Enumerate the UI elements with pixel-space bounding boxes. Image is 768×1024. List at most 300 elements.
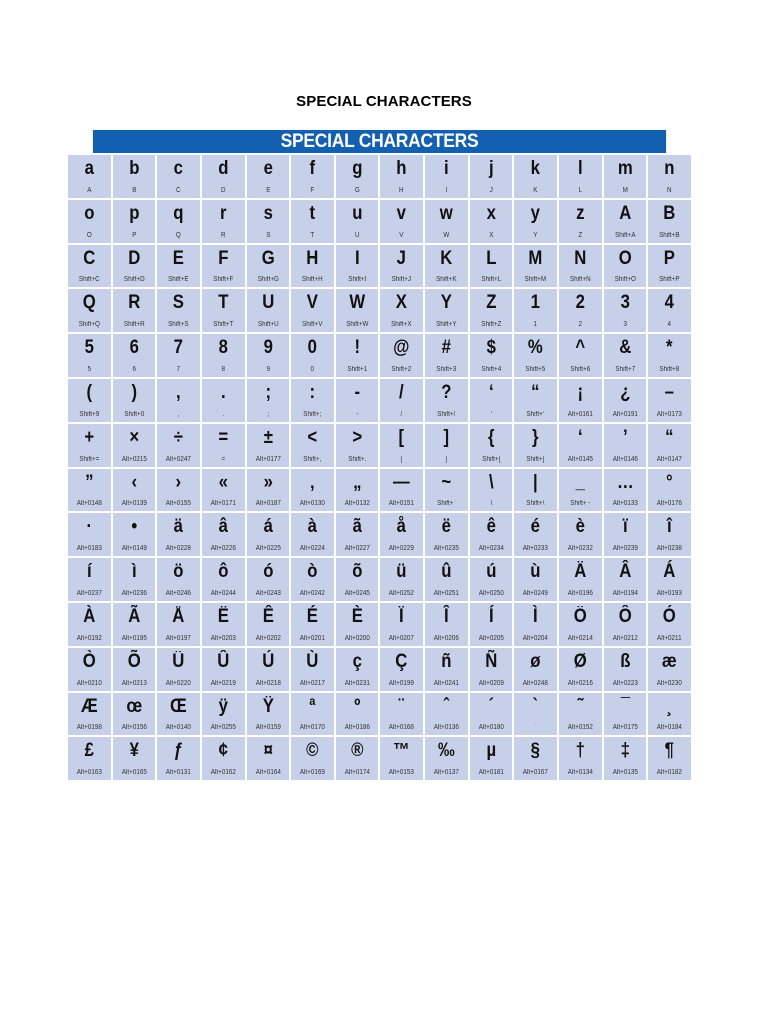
key-combination-label: Alt+0239 [612, 545, 638, 553]
character-cell [604, 155, 647, 198]
character-glyph: õ [352, 561, 363, 583]
character-cell [514, 334, 557, 377]
character-glyph: = [218, 426, 229, 448]
character-cell [68, 469, 111, 512]
key-combination-label: [ [400, 455, 403, 463]
character-glyph: ö [173, 561, 184, 583]
chart-header: SPECIAL CHARACTERS [93, 130, 666, 153]
character-glyph: @ [393, 337, 410, 359]
character-cell [247, 513, 290, 556]
key-combination-label: Alt+0184 [657, 724, 683, 732]
character-glyph: Æ [80, 695, 98, 717]
character-glyph: | [533, 471, 539, 493]
character-glyph: Ù [306, 650, 319, 672]
key-combination-label: Alt+0237 [76, 589, 102, 597]
key-combination-label: Alt+0197 [166, 634, 192, 642]
character-cell [559, 155, 602, 198]
character-cell [336, 334, 379, 377]
character-glyph: _ [575, 471, 586, 493]
character-glyph: ó [262, 561, 273, 583]
key-combination-label: Shift+2 [391, 365, 412, 373]
character-cell [559, 693, 602, 736]
character-cell [68, 334, 111, 377]
character-glyph: å [397, 516, 407, 538]
character-glyph: â [218, 516, 228, 538]
character-glyph: È [351, 605, 363, 627]
character-cell [425, 424, 468, 467]
character-glyph: H [306, 247, 319, 269]
key-combination-label: Shift+V [302, 321, 323, 329]
character-glyph: P [664, 247, 676, 269]
character-cell [380, 469, 423, 512]
character-cell [202, 603, 245, 646]
character-cell [425, 334, 468, 377]
character-cell [559, 424, 602, 467]
key-combination-label: Y [533, 231, 538, 239]
character-glyph: à [307, 516, 318, 538]
character-glyph: Ô [618, 605, 632, 627]
key-combination-label: 8 [221, 365, 225, 373]
key-combination-label: I [445, 186, 448, 194]
character-cell [648, 603, 691, 646]
character-cell [68, 737, 111, 780]
key-combination-label: Alt+0236 [121, 589, 147, 597]
key-combination-label: Shift+I [348, 276, 367, 284]
key-combination-label: Shift+N [569, 276, 591, 284]
key-combination-label: / [400, 410, 403, 418]
character-glyph: * [666, 337, 673, 359]
character-cell [648, 289, 691, 332]
character-glyph: ^ [575, 337, 586, 359]
key-combination-label: 3 [623, 321, 627, 329]
character-glyph: i [444, 158, 449, 179]
character-cell [470, 245, 513, 288]
character-cell [380, 424, 423, 467]
character-cell [648, 469, 691, 512]
character-glyph: , [176, 381, 181, 403]
key-combination-label: Alt+0224 [299, 545, 326, 553]
character-glyph: ® [350, 740, 364, 762]
key-combination-label: Shift+F [213, 276, 234, 284]
key-combination-label: W [443, 231, 450, 239]
character-glyph: q [173, 202, 184, 224]
key-combination-label: Alt+0227 [344, 545, 370, 553]
character-cell [559, 379, 602, 422]
character-glyph: © [306, 740, 319, 762]
character-glyph: X [396, 292, 408, 314]
character-cell [113, 245, 156, 288]
character-cell [380, 245, 423, 288]
character-glyph: • [131, 516, 137, 538]
character-cell [648, 737, 691, 780]
character-glyph: è [575, 516, 586, 538]
key-combination-label: Shift+5 [525, 365, 546, 373]
character-cell [291, 469, 334, 512]
character-glyph: 2 [575, 292, 586, 314]
character-glyph: ø [530, 650, 541, 672]
character-glyph: Â [618, 561, 632, 583]
character-glyph: a [84, 158, 94, 179]
character-cell [336, 245, 379, 288]
character-cell [247, 200, 290, 243]
character-glyph: ‡ [620, 740, 630, 762]
character-glyph: b [128, 158, 140, 179]
key-combination-label: V [399, 231, 404, 239]
character-cell [68, 513, 111, 556]
key-combination-label: Shift+L [481, 276, 501, 284]
character-glyph: ™ [393, 740, 411, 762]
key-combination-label: Alt+0233 [523, 545, 549, 553]
key-combination-label: Alt+0207 [389, 634, 415, 642]
character-glyph: f [309, 158, 316, 179]
key-combination-label: H [399, 186, 405, 194]
character-cell [68, 693, 111, 736]
character-cell [425, 737, 468, 780]
key-combination-label: F [310, 186, 315, 194]
key-combination-label: O [86, 231, 92, 239]
character-glyph: M [528, 247, 543, 269]
character-cell [247, 155, 290, 198]
key-combination-label: Shift+S [168, 321, 189, 329]
character-cell [157, 155, 200, 198]
character-glyph: ¸ [666, 695, 673, 717]
character-cell [202, 245, 245, 288]
character-cell [604, 648, 647, 691]
character-cell [157, 469, 200, 512]
character-glyph: K [440, 247, 453, 269]
character-cell [247, 334, 290, 377]
character-cell [514, 379, 557, 422]
character-glyph: ê [486, 516, 496, 538]
key-combination-label: Alt+0200 [344, 634, 370, 642]
key-combination-label: N [667, 186, 672, 194]
key-combination-label: Alt+0252 [389, 589, 415, 597]
character-cell [604, 469, 647, 512]
key-combination-label: Alt+0161 [567, 410, 593, 418]
character-glyph: 0 [307, 337, 318, 359]
character-glyph: & [618, 337, 632, 359]
key-combination-label: Alt+0225 [255, 545, 281, 553]
key-combination-label: Shift+8 [659, 365, 680, 373]
key-combination-label: Shift+O [614, 276, 636, 284]
key-combination-label: Alt+0248 [523, 679, 549, 687]
character-cell [336, 513, 379, 556]
character-cell [514, 513, 557, 556]
key-combination-label: P [131, 231, 137, 239]
character-glyph: Ã [127, 605, 141, 627]
character-cell [559, 245, 602, 288]
character-cell [559, 737, 602, 780]
character-glyph: > [352, 426, 363, 448]
key-combination-label: 0 [310, 365, 315, 373]
character-cell [113, 648, 156, 691]
character-glyph: ¿ [619, 381, 631, 403]
character-glyph: ¨ [399, 695, 405, 717]
key-combination-label: Shift+Y [436, 321, 457, 329]
character-cell [291, 603, 334, 646]
key-combination-label: Alt+0133 [612, 500, 638, 508]
character-cell [470, 693, 513, 736]
character-cell [113, 513, 156, 556]
key-combination-label: Alt+0211 [657, 634, 682, 642]
character-glyph: Ê [262, 605, 274, 627]
key-combination-label: . [222, 410, 225, 418]
key-combination-label: Alt+0181 [478, 769, 504, 777]
character-cell [291, 245, 334, 288]
key-combination-label: Shift+` [437, 500, 456, 508]
character-glyph: Ü [172, 650, 185, 672]
key-combination-label: Alt+0147 [657, 455, 683, 463]
character-cell [247, 693, 290, 736]
character-glyph: ¡ [577, 381, 584, 403]
character-glyph: » [263, 471, 273, 493]
character-cell [648, 693, 691, 736]
character-cell [514, 155, 557, 198]
character-cell [157, 693, 200, 736]
character-glyph: 4 [665, 292, 675, 314]
character-glyph: - [354, 381, 360, 403]
character-glyph: 8 [218, 337, 228, 359]
key-combination-label: Shift+A [614, 231, 636, 239]
character-glyph: E [173, 247, 185, 269]
character-cell [425, 693, 468, 736]
key-combination-label: L [578, 186, 583, 194]
key-combination-label: Alt+0202 [255, 634, 281, 642]
character-glyph: 3 [620, 292, 630, 314]
character-glyph: Ç [395, 650, 408, 672]
key-combination-label: J [489, 186, 493, 194]
key-combination-label: Alt+0250 [478, 589, 504, 597]
key-combination-label: Shift+; [303, 410, 322, 418]
character-cell [202, 289, 245, 332]
key-combination-label: Alt+0245 [344, 589, 370, 597]
character-glyph: ” [85, 471, 94, 493]
character-glyph: c [173, 158, 184, 179]
key-combination-label: Alt+0173 [657, 410, 683, 418]
character-glyph: ˜ [577, 695, 584, 717]
character-cell [291, 200, 334, 243]
character-glyph: · [86, 516, 93, 538]
key-combination-label: Alt+0174 [344, 769, 370, 777]
character-cell [247, 558, 290, 601]
character-cell [380, 513, 423, 556]
key-combination-label: Alt+0229 [389, 545, 415, 553]
key-combination-label: Alt+0168 [389, 724, 415, 732]
character-glyph: F [218, 247, 229, 269]
key-combination-label: Alt+0170 [299, 724, 326, 732]
character-glyph: µ [486, 740, 496, 762]
character-glyph: W [349, 292, 366, 314]
key-combination-label: Alt+0246 [166, 589, 192, 597]
key-combination-label: Alt+0159 [255, 724, 281, 732]
key-combination-label: Alt+0187 [255, 500, 281, 508]
key-combination-label: 1 [533, 321, 538, 329]
character-cell [157, 200, 200, 243]
character-cell [559, 289, 602, 332]
character-cell [559, 648, 602, 691]
key-combination-label: Alt+0219 [210, 679, 236, 687]
character-glyph: ü [396, 561, 407, 583]
character-glyph: g [352, 158, 363, 179]
character-glyph: ! [354, 337, 360, 359]
key-combination-label: 4 [667, 321, 672, 329]
key-combination-label: Alt+0203 [210, 634, 236, 642]
key-combination-label: Alt+0210 [76, 679, 102, 687]
character-cell [559, 469, 602, 512]
character-glyph: t [309, 202, 316, 224]
character-cell [336, 469, 379, 512]
key-combination-label: Shift+‘ [526, 410, 545, 418]
character-cell [113, 424, 156, 467]
character-glyph: ‘ [488, 381, 494, 403]
key-combination-label: Alt+0183 [76, 545, 102, 553]
key-combination-label: C [176, 186, 181, 194]
character-cell [157, 648, 200, 691]
key-combination-label: Alt+0243 [255, 589, 281, 597]
character-glyph: 1 [531, 292, 541, 314]
key-combination-label: Shift+Z [481, 321, 502, 329]
character-cell [648, 200, 691, 243]
key-combination-label: T [310, 231, 315, 239]
character-cell [648, 155, 691, 198]
character-cell [202, 334, 245, 377]
character-cell [202, 379, 245, 422]
key-combination-label: Alt+0130 [299, 500, 326, 508]
character-glyph: G [261, 247, 275, 269]
key-combination-label: Alt+0153 [389, 769, 415, 777]
character-glyph: Ó [663, 605, 677, 627]
key-combination-label: Alt+0232 [567, 545, 593, 553]
character-glyph: ß [619, 650, 631, 672]
character-glyph: Ä [574, 561, 587, 583]
character-cell [336, 200, 379, 243]
character-cell [514, 693, 557, 736]
character-cell [470, 334, 513, 377]
key-combination-label: Alt+0180 [478, 724, 504, 732]
character-cell [559, 558, 602, 601]
key-combination-label: Alt+0149 [121, 545, 147, 553]
character-cell [425, 379, 468, 422]
key-combination-label: Q [176, 231, 182, 239]
character-glyph: u [352, 202, 363, 224]
key-combination-label: Alt+0194 [612, 589, 638, 597]
character-glyph: ¤ [263, 740, 273, 762]
character-cell [68, 200, 111, 243]
character-glyph: ª [309, 695, 316, 717]
key-combination-label: Alt+0193 [657, 589, 683, 597]
key-combination-label: Alt+0148 [76, 500, 102, 508]
character-cell [470, 648, 513, 691]
character-glyph: û [441, 561, 452, 583]
key-combination-label: Shift+1 [347, 365, 368, 373]
key-combination-label: Alt+0205 [478, 634, 504, 642]
character-cell [470, 469, 513, 512]
character-glyph: e [263, 158, 273, 179]
key-combination-label: Alt+0201 [299, 634, 326, 642]
character-glyph: — [393, 471, 411, 493]
character-cell [425, 648, 468, 691]
character-cell [202, 558, 245, 601]
key-combination-label: Shift+6 [570, 365, 591, 373]
character-cell [559, 200, 602, 243]
character-cell [425, 603, 468, 646]
character-glyph: ‰ [438, 740, 455, 762]
key-combination-label: \ [490, 500, 492, 508]
character-cell [291, 334, 334, 377]
character-cell [425, 469, 468, 512]
character-cell [113, 693, 156, 736]
character-cell [470, 289, 513, 332]
character-cell [202, 648, 245, 691]
character-glyph: ) [131, 381, 137, 403]
character-glyph: Œ [170, 695, 187, 717]
key-combination-label: Alt+0186 [344, 724, 370, 732]
character-glyph: í [86, 561, 92, 583]
key-combination-label: Shift+E [168, 276, 189, 284]
key-combination-label: Alt+0136 [433, 724, 459, 732]
character-glyph: + [84, 426, 95, 448]
character-glyph: % [528, 337, 544, 359]
key-combination-label: Alt+0175 [612, 724, 638, 732]
character-glyph: k [531, 158, 541, 179]
key-combination-label: R [220, 231, 226, 239]
character-glyph: 6 [129, 337, 139, 359]
character-glyph: ï [622, 516, 628, 538]
character-glyph: ë [441, 516, 452, 538]
key-combination-label: Alt+0249 [523, 589, 549, 597]
character-glyph: I [354, 247, 360, 269]
key-combination-label: Shift+3 [436, 365, 457, 373]
character-glyph: ã [352, 516, 362, 538]
character-cell [514, 245, 557, 288]
character-glyph: y [531, 202, 541, 224]
key-combination-label: Alt+0165 [121, 769, 147, 777]
character-cell [380, 155, 423, 198]
key-combination-label: G [354, 186, 360, 194]
key-combination-label: ` [534, 724, 537, 732]
character-cell [604, 379, 647, 422]
character-glyph: d [218, 158, 229, 179]
character-cell [247, 603, 290, 646]
key-combination-label: Alt+0139 [121, 500, 147, 508]
key-combination-label: Shift+\ [526, 500, 545, 508]
character-cell [425, 558, 468, 601]
key-combination-label: Alt+0151 [389, 500, 415, 508]
character-glyph: œ [126, 695, 142, 717]
character-glyph: 9 [263, 337, 273, 359]
character-cell [68, 155, 111, 198]
key-combination-label: Shift+J [392, 276, 412, 284]
key-combination-label: Alt+0247 [166, 455, 192, 463]
character-glyph: # [441, 337, 452, 359]
key-combination-label: Alt+0195 [121, 634, 147, 642]
character-cell [470, 513, 513, 556]
character-glyph: 5 [84, 337, 94, 359]
key-combination-label: Shift+[ [482, 455, 501, 463]
key-combination-label: Shift+] [526, 455, 545, 463]
key-combination-label: U [354, 231, 360, 239]
character-glyph: ] [443, 426, 450, 448]
key-combination-label: Shift+U [257, 321, 279, 329]
character-cell [514, 289, 557, 332]
character-cell [380, 334, 423, 377]
character-glyph: S [173, 292, 185, 314]
character-glyph: N [574, 247, 587, 269]
key-combination-label: Alt+0241 [433, 679, 459, 687]
character-glyph: ’ [622, 426, 628, 448]
character-glyph: “ [665, 426, 674, 448]
character-glyph: ƒ [173, 740, 184, 762]
